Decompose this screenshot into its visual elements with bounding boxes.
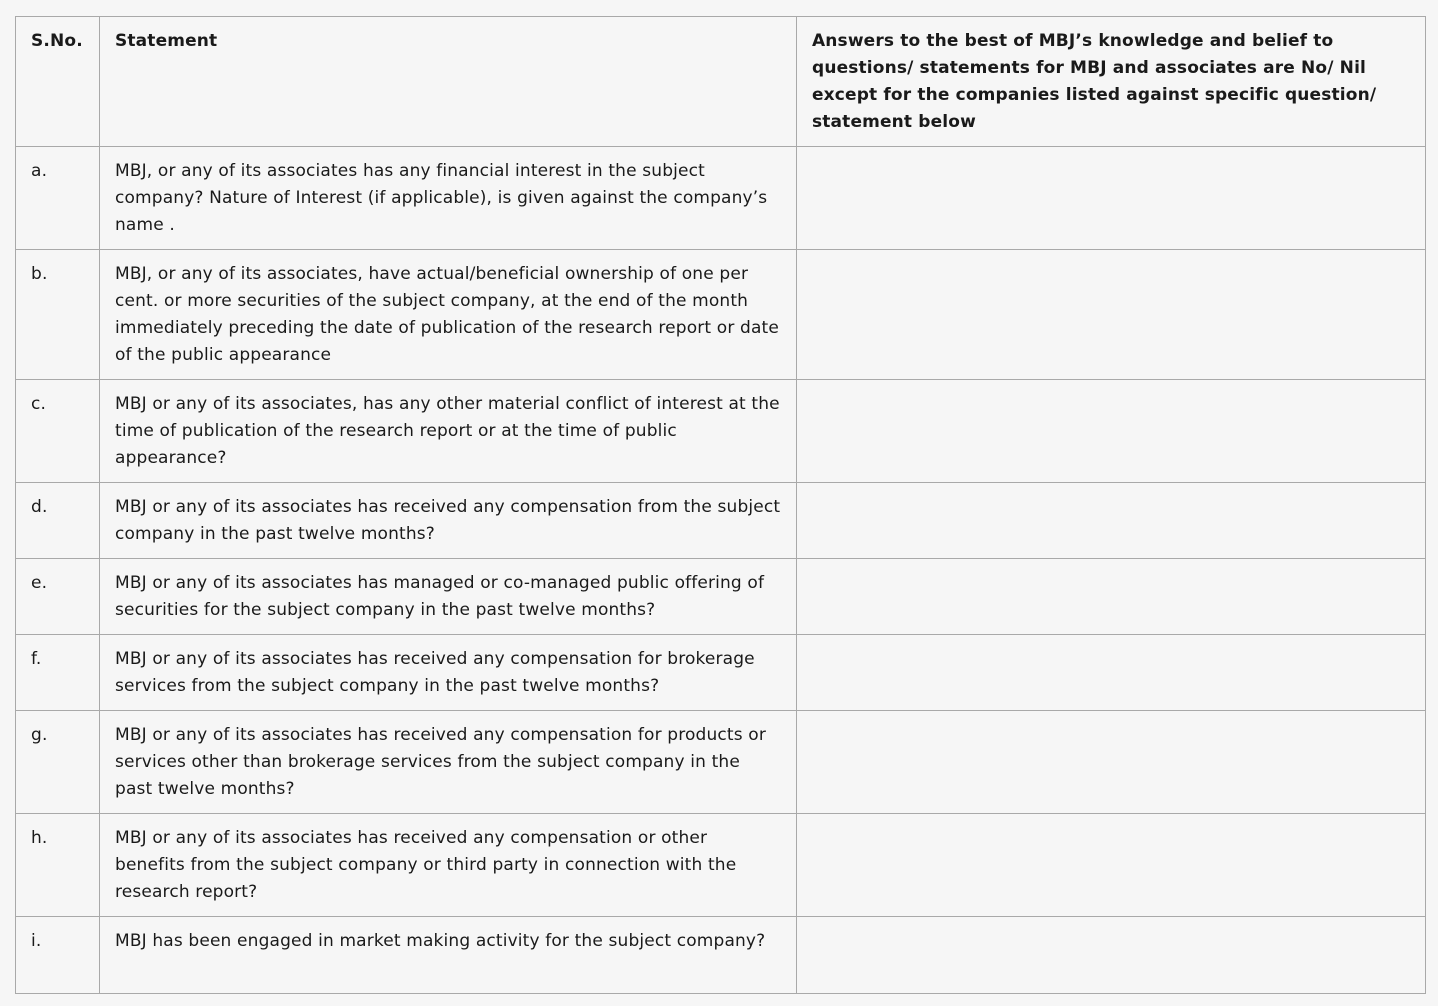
- row-statement: MBJ or any of its associates has received any compensation for brokerage services from the subject company in the past twelve months?: [100, 635, 797, 711]
- row-statement: MBJ, or any of its associates has any financial interest in the subject company? Nature of Interest (if applicable), is given against the company’s name .: [100, 147, 797, 250]
- table-row: [16, 250, 1426, 380]
- row-sno: i.: [16, 917, 100, 994]
- table-row: [16, 147, 1426, 250]
- row-answer: [797, 250, 1426, 380]
- row-statement: MBJ, or any of its associates, have actual/beneficial ownership of one per cent. or more securities of the subject company, at the end of the month immediately preceding the date of publication of the research report or date of the public appearance: [100, 250, 797, 380]
- table-row: [16, 814, 1426, 917]
- row-answer: [797, 814, 1426, 917]
- row-sno: c.: [16, 380, 100, 483]
- table-row: [16, 917, 1426, 994]
- row-statement: MBJ or any of its associates, has any other material conflict of interest at the time of publication of the research report or at the time of public appearance?: [100, 380, 797, 483]
- row-statement: MBJ has been engaged in market making activity for the subject company?: [100, 917, 797, 994]
- row-answer: [797, 917, 1426, 994]
- disclosure-table-container: [15, 16, 1426, 994]
- header-statement: Statement: [100, 17, 797, 147]
- table-row: [16, 483, 1426, 559]
- row-sno: d.: [16, 483, 100, 559]
- row-sno: a.: [16, 147, 100, 250]
- row-answer: [797, 380, 1426, 483]
- row-sno: g.: [16, 711, 100, 814]
- row-statement: MBJ or any of its associates has managed or co-managed public offering of securities for the subject company in the past twelve months?: [100, 559, 797, 635]
- row-sno: h.: [16, 814, 100, 917]
- table-header-row: [16, 17, 1426, 147]
- row-sno: b.: [16, 250, 100, 380]
- row-answer: [797, 559, 1426, 635]
- header-answers: Answers to the best of MBJ’s knowledge and belief to questions/ statements for MBJ and associates are No/ Nil except for the companies listed against specific question/ statement below: [797, 17, 1426, 147]
- row-sno: e.: [16, 559, 100, 635]
- header-sno: S.No.: [16, 17, 100, 147]
- table-row: [16, 380, 1426, 483]
- row-answer: [797, 147, 1426, 250]
- row-answer: [797, 483, 1426, 559]
- row-sno: f.: [16, 635, 100, 711]
- row-answer: [797, 635, 1426, 711]
- row-statement: MBJ or any of its associates has received any compensation or other benefits from the subject company or third party in connection with the research report?: [100, 814, 797, 917]
- row-answer: [797, 711, 1426, 814]
- disclosure-table: [15, 16, 1426, 994]
- table-row: [16, 559, 1426, 635]
- table-row: [16, 711, 1426, 814]
- table-row: [16, 635, 1426, 711]
- row-statement: MBJ or any of its associates has received any compensation for products or services other than brokerage services from the subject company in the past twelve months?: [100, 711, 797, 814]
- row-statement: MBJ or any of its associates has received any compensation from the subject company in the past twelve months?: [100, 483, 797, 559]
